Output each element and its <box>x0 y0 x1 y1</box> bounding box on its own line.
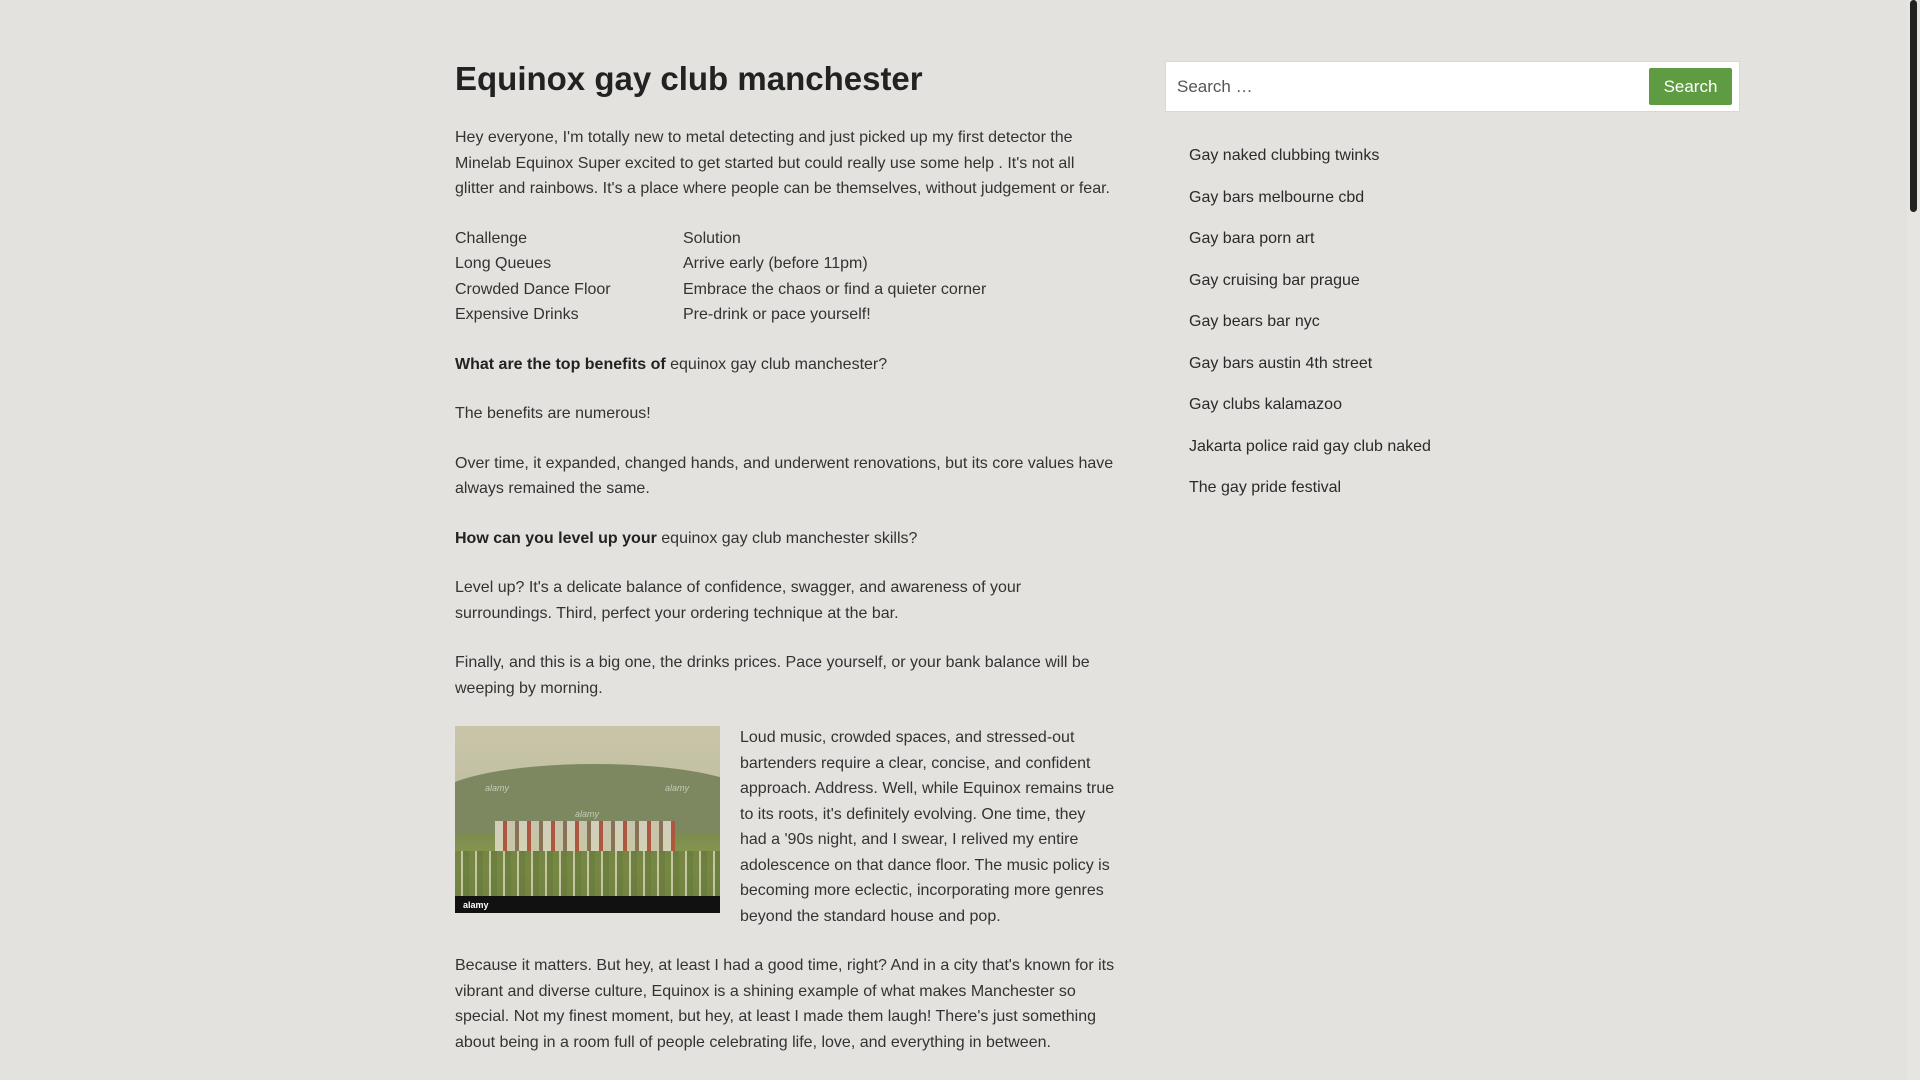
table-cell: Crowded Dance Floor <box>455 280 611 298</box>
question-benefits-rest: equinox gay club manchester? <box>665 355 888 373</box>
related-link[interactable]: Gay naked clubbing twinks <box>1189 147 1380 164</box>
search-input[interactable] <box>1166 62 1646 111</box>
list-item <box>1165 312 1740 354</box>
list-item <box>1165 354 1740 396</box>
related-link[interactable]: Gay bars austin 4th street <box>1189 354 1373 372</box>
alamy-logo: alamy <box>463 900 489 910</box>
list-item <box>1165 478 1740 520</box>
table-cell: Long Queues <box>455 255 552 272</box>
list-item <box>1165 437 1740 479</box>
related-link[interactable]: Gay bara porn art <box>1189 230 1315 247</box>
related-link[interactable]: Gay bears bar nyc <box>1189 313 1320 330</box>
related-link[interactable]: Gay cruising bar prague <box>1189 271 1360 289</box>
search-button[interactable]: Search <box>1649 68 1732 105</box>
landscape-photo <box>455 726 720 913</box>
question-benefits-bold: What are the top benefits of <box>455 355 666 373</box>
related-link[interactable]: The gay pride festival <box>1189 479 1342 496</box>
list-item <box>1165 146 1740 188</box>
search-form <box>1165 61 1740 112</box>
table-cell: Expensive Drinks <box>455 306 579 323</box>
scrollbar-thumb[interactable] <box>1910 0 1917 212</box>
challenge-table <box>455 226 1115 328</box>
table-header-row <box>455 226 1115 252</box>
level-up-paragraph: Level up? It's a delicate balance of confidence, swagger, and awareness of your surroundings. Third, perfect your ordering technique at the bar. <box>455 579 1022 622</box>
related-link[interactable]: Jakarta police raid gay club naked <box>1189 437 1431 455</box>
intro-paragraph: Hey everyone, I'm totally new to metal detecting and just picked up my first detector the Minelab Equinox Super excited to get started but could really use some help . It's not all glitter and rainbows. It's a place where people can be themselves, without judgement or fear. <box>455 129 1110 197</box>
history-paragraph: Over time, it expanded, changed hands, and underwent renovations, but its core values have always remained the same. <box>455 454 1114 497</box>
closing-paragraph: Because it matters. But hey, at least I had a good time, right? And in a city that's known for its vibrant and diverse culture, Equinox is a shining example of what makes Manchester so special. Not my finest moment, but hey, at least I made them laugh! There's just something about being in a room full of people celebrating life, love, and everything in between. <box>455 957 1115 1051</box>
image-block <box>455 725 1115 929</box>
image-side-paragraph: Loud music, crowded spaces, and stressed-out bartenders require a clear, concise, and confident approach. Address. Well, while Equinox remains true to its roots, it's definitely evolving. One time, they had a '90s night, and I swear, I relived my entire adolescence on that dance floor. The music policy is becoming more eclectic, incorporating more genres beyond the standard house and pop. <box>740 729 1115 925</box>
question-level-up-rest: equinox gay club manchester skills? <box>656 529 918 547</box>
sidebar <box>1165 61 1740 520</box>
page-title: Equinox gay club manchester <box>455 60 923 97</box>
table-header-challenge: Challenge <box>455 229 528 247</box>
table-cell: Pre-drink or pace yourself! <box>683 306 871 323</box>
related-link[interactable]: Gay clubs kalamazoo <box>1189 396 1342 413</box>
vertical-scrollbar[interactable] <box>1907 0 1920 1080</box>
benefits-paragraph: The benefits are numerous! <box>455 405 651 422</box>
table-row <box>455 251 1115 277</box>
question-level-up-bold: How can you level up your <box>455 529 657 547</box>
table-row <box>455 302 1115 328</box>
question-benefits <box>455 352 1115 378</box>
table-header-solution: Solution <box>683 229 741 247</box>
photo-watermark: alamy <box>665 783 690 793</box>
list-item <box>1165 229 1740 271</box>
list-item <box>1165 188 1740 230</box>
table-row <box>455 277 1115 303</box>
photo-watermark: alamy <box>575 809 600 819</box>
related-link[interactable]: Gay bars melbourne cbd <box>1189 188 1365 206</box>
photo-field <box>455 851 720 896</box>
article <box>455 55 1115 1079</box>
table-cell: Arrive early (before 11pm) <box>683 255 868 272</box>
question-level-up <box>455 526 1115 552</box>
photo-caption-bar <box>455 896 720 913</box>
photo-watermark: alamy <box>485 783 510 793</box>
list-item <box>1165 271 1740 313</box>
related-links <box>1165 146 1740 520</box>
table-cell: Embrace the chaos or find a quieter corner <box>683 280 987 298</box>
drinks-paragraph: Finally, and this is a big one, the drinks prices. Pace yourself, or your bank balance will be weeping by morning. <box>455 654 1090 697</box>
list-item <box>1165 395 1740 437</box>
